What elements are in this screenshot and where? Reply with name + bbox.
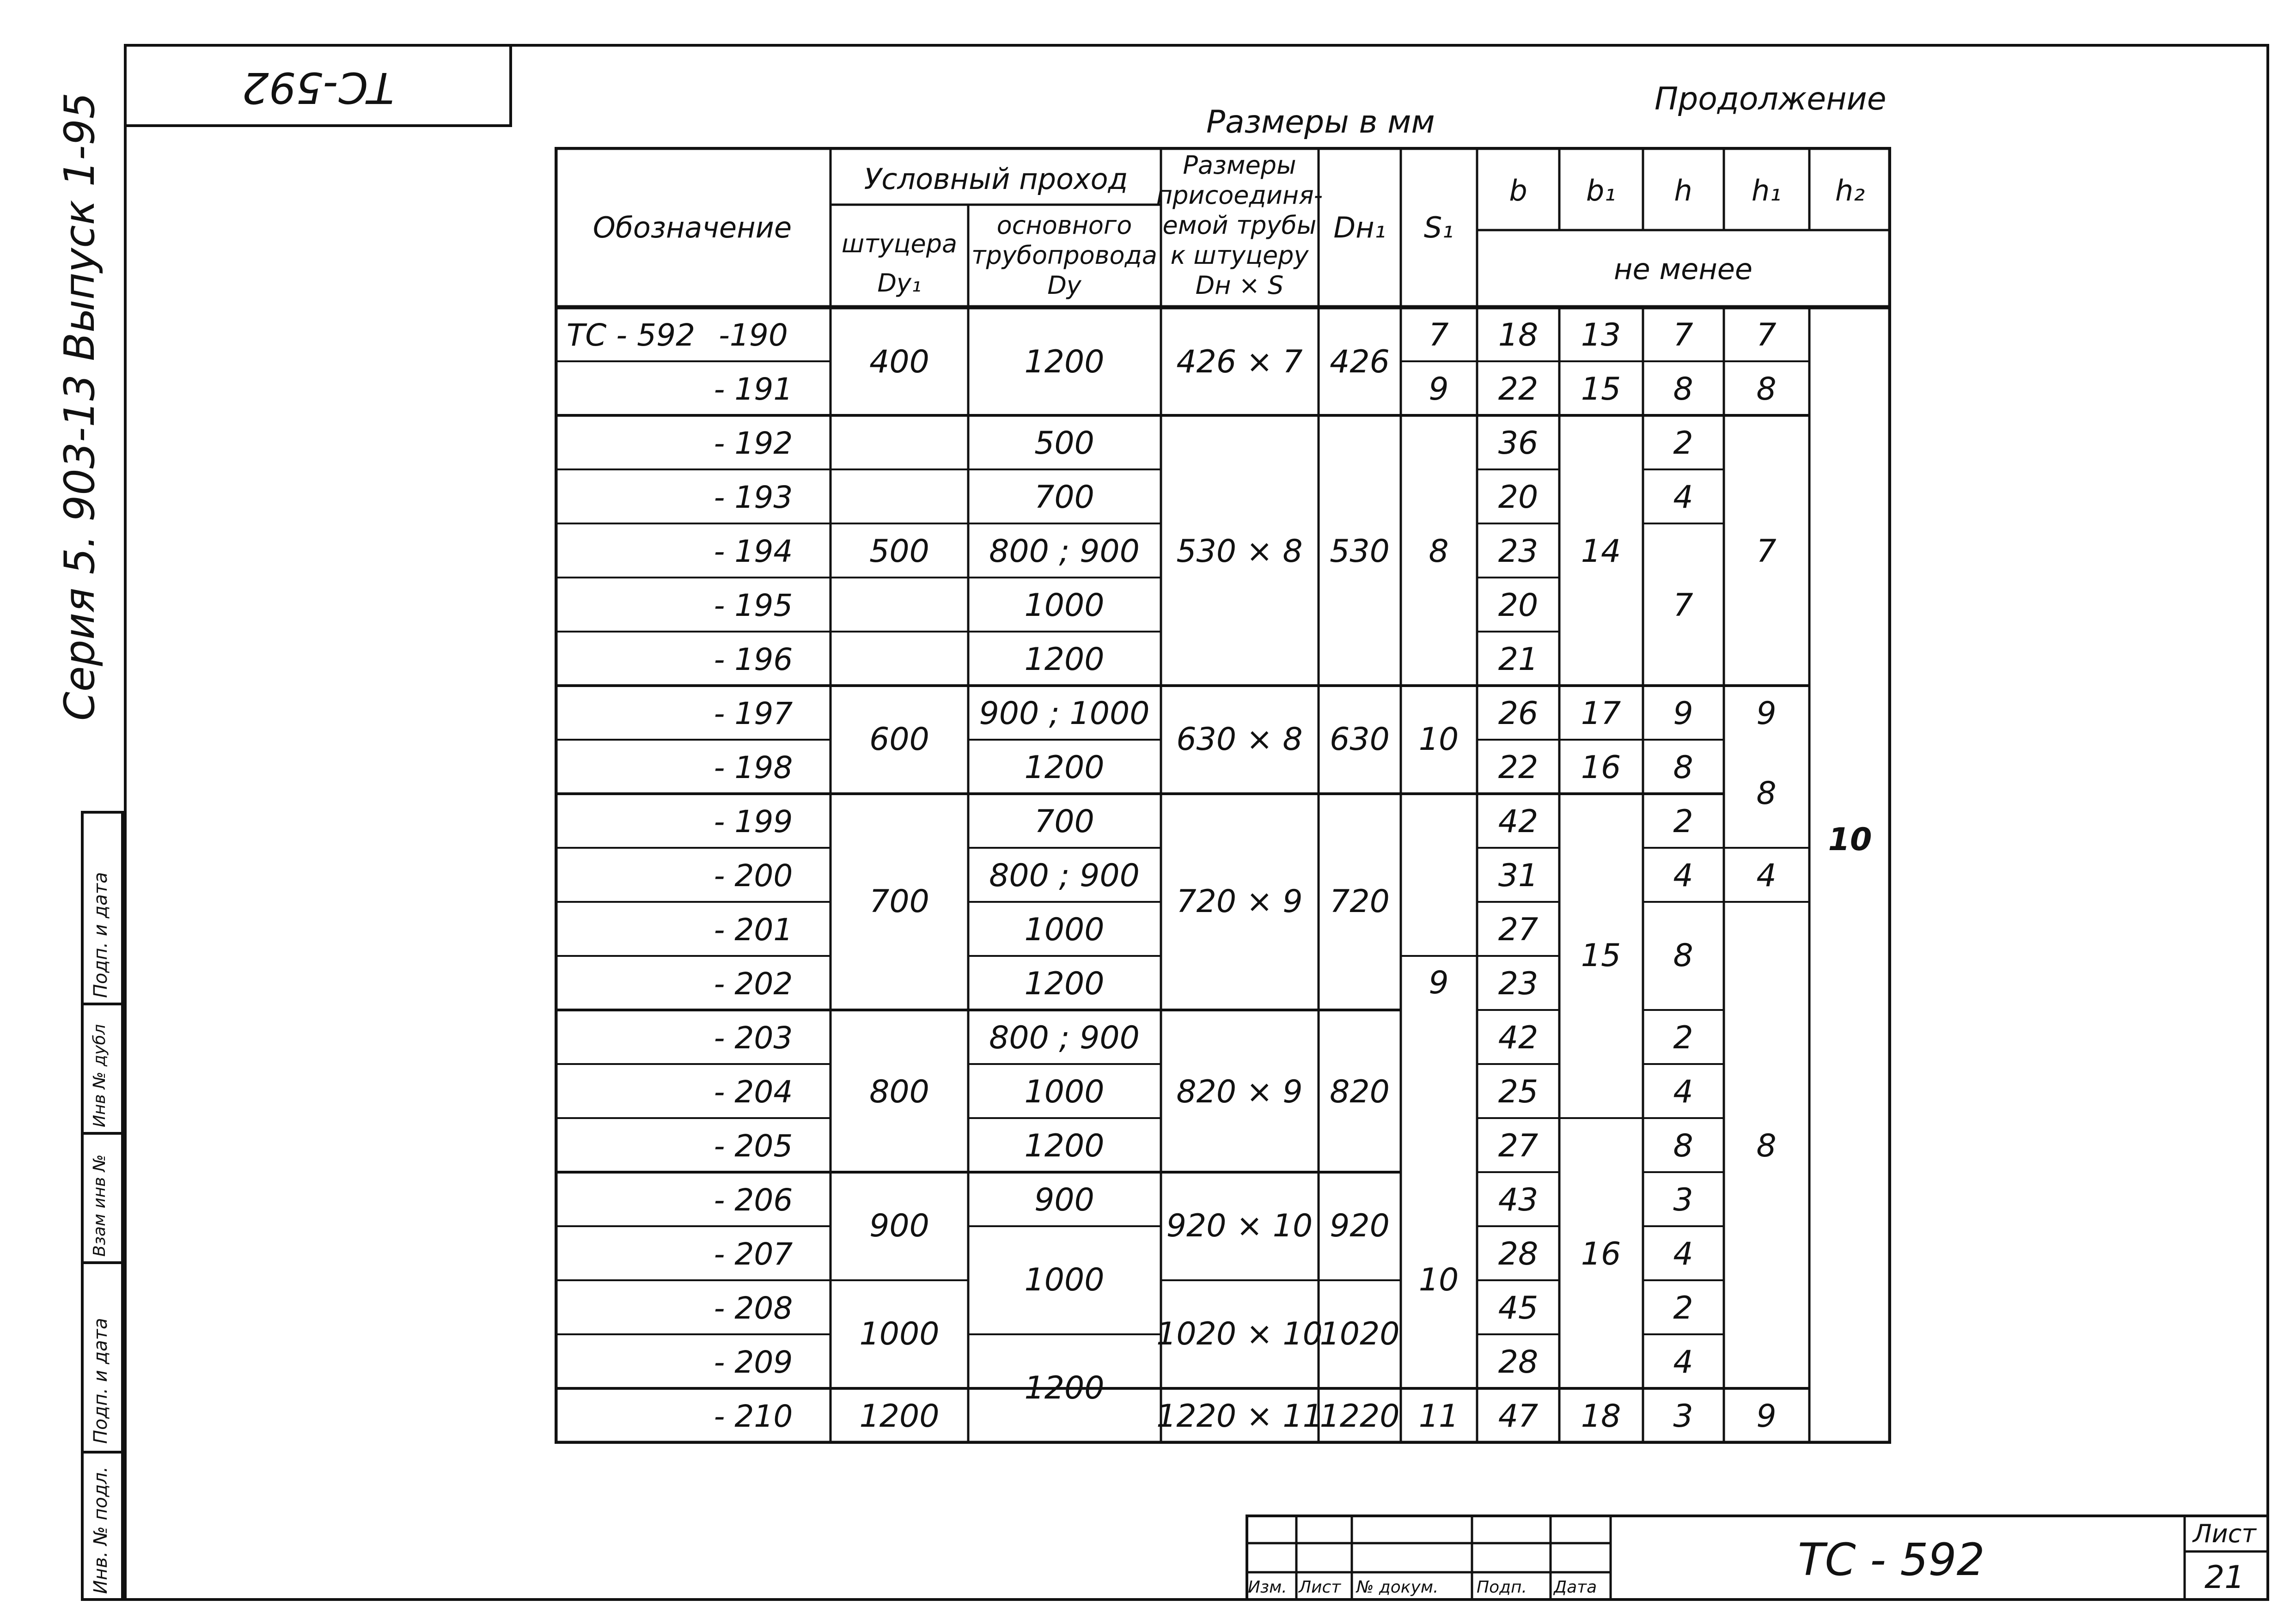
dns-1220: 1220 × 11: [1156, 1398, 1323, 1435]
b-row-200: 31: [1498, 858, 1539, 894]
tb-label-sign: Подп.: [1477, 1578, 1527, 1597]
continuation-label: Продолжение: [1655, 81, 1887, 117]
side-stamp-label-4: Инв № дубл: [90, 1024, 109, 1127]
h1-row-197: 9: [1756, 695, 1777, 732]
b1-row-197: 17: [1581, 695, 1621, 732]
b-row-190: 18: [1498, 317, 1539, 353]
dy-row-197: 900 ; 1000: [979, 695, 1150, 732]
header-b: b: [1509, 174, 1527, 207]
side-stamp-divider-3: [81, 1261, 124, 1264]
tb-sheet-label: Лист: [2193, 1519, 2256, 1548]
dy-row-194: 800 ; 900: [989, 533, 1140, 570]
h-row-197: 9: [1673, 695, 1693, 732]
dimensions-note: Размеры в мм: [1206, 104, 1435, 140]
dns-426: 426 × 7: [1176, 344, 1303, 380]
h1-row-200: 4: [1756, 858, 1777, 894]
h-row-204: 4: [1673, 1074, 1693, 1110]
dy-row-204: 1000: [1024, 1074, 1105, 1110]
b1-row-190: 13: [1581, 317, 1621, 353]
dy-row-207: 1000: [1024, 1262, 1105, 1298]
h2-value: 10: [1828, 821, 1872, 858]
dy-row-200: 800 ; 900: [989, 858, 1140, 894]
b-row-191: 22: [1498, 371, 1539, 408]
side-stamp-label-3: Взам инв №: [90, 1154, 109, 1257]
dy-row-202: 1200: [1024, 966, 1105, 1002]
s1-row-199: 9: [1429, 965, 1449, 1001]
b1-row-192: 14: [1581, 533, 1621, 570]
dn1-720: 720: [1330, 883, 1390, 920]
side-stamp-label-5: Подп. и дата: [90, 872, 111, 998]
header-pipe-size-1: Размеры: [1183, 151, 1296, 180]
b-row-193: 20: [1498, 479, 1539, 516]
s1-row-197: 10: [1418, 721, 1459, 758]
h-row-198: 8: [1673, 749, 1693, 786]
dy1-500: 500: [869, 533, 929, 570]
row-code-198: - 198: [714, 750, 793, 785]
dns-720: 720 × 9: [1176, 883, 1303, 920]
row-code-193: - 193: [714, 480, 793, 515]
row-code-202: - 202: [714, 966, 793, 1002]
dy-row-193: 700: [1034, 479, 1094, 516]
b-row-198: 22: [1498, 749, 1539, 786]
side-stamp-label-1: Инв. № подл.: [90, 1466, 111, 1594]
dy1-900: 900: [869, 1208, 929, 1244]
h-row-193: 4: [1673, 479, 1693, 516]
dns-530: 530 × 8: [1176, 533, 1303, 570]
b-row-210: 47: [1498, 1398, 1539, 1435]
header-h1: h₁: [1751, 174, 1782, 207]
row-code-199: - 199: [714, 804, 793, 839]
dimensions-table: [555, 147, 1891, 1444]
dy-row-199: 700: [1034, 803, 1094, 840]
series-label: Серия 5. 903-13 Выпуск 1-95: [55, 92, 104, 721]
row-code-209: - 209: [714, 1344, 793, 1380]
b1-row-205: 16: [1581, 1236, 1621, 1272]
row-code-204: - 204: [714, 1074, 793, 1110]
b-row-192: 36: [1498, 425, 1539, 462]
tb-label-doc-no: № докум.: [1356, 1578, 1439, 1597]
h-row-191: 8: [1673, 371, 1693, 408]
dy-row-196: 1200: [1024, 641, 1105, 678]
row-code-210: - 210: [714, 1399, 793, 1434]
designation-prefix: ТС - 592: [566, 317, 696, 353]
b1-row-199: 15: [1581, 937, 1621, 974]
b-row-201: 27: [1498, 912, 1539, 948]
row-code-206: - 206: [714, 1182, 793, 1218]
header-pipe-size-2: присоединя-: [1156, 181, 1323, 210]
side-stamp-divider-2: [81, 1132, 124, 1135]
b1-row-210: 18: [1581, 1398, 1621, 1435]
tb-label-change: Изм.: [1248, 1578, 1287, 1597]
b-row-194: 23: [1498, 533, 1539, 570]
row-code-201: - 201: [714, 912, 793, 948]
dns-1020: 1020 × 10: [1156, 1316, 1323, 1352]
h1-row-190: 7: [1756, 317, 1777, 353]
dy-row-192: 500: [1034, 425, 1094, 462]
b-row-196: 21: [1498, 641, 1539, 678]
row-code-191: - 191: [714, 371, 793, 407]
row-code-196: - 196: [714, 642, 793, 677]
b-row-209: 28: [1498, 1344, 1539, 1381]
h-row-192: 2: [1673, 425, 1693, 462]
row-code-200: - 200: [714, 858, 793, 894]
dy-row-209: 1200: [1024, 1370, 1105, 1406]
header-dn1: Dн₁: [1333, 211, 1386, 244]
h-row-190: 7: [1673, 317, 1693, 353]
dy-row-201: 1000: [1024, 912, 1105, 948]
tb-doc-code: ТС - 592: [1798, 1534, 1985, 1586]
h-row-203: 2: [1673, 1020, 1693, 1056]
side-stamp-label-2: Подп. и дата: [90, 1318, 111, 1444]
header-b1: b₁: [1586, 174, 1616, 207]
row-code-197: - 197: [714, 696, 793, 731]
b-row-203: 42: [1498, 1020, 1539, 1056]
h1-row-198: 8: [1756, 775, 1777, 812]
dy1-1000: 1000: [859, 1316, 940, 1352]
dy-row-195: 1000: [1024, 587, 1105, 624]
row-code-205: - 205: [714, 1128, 793, 1164]
s1-row-191: 9: [1429, 371, 1449, 408]
header-nominal-bore: Условный проход: [864, 162, 1128, 196]
h-row-201: 8: [1673, 937, 1693, 974]
row-code-203: - 203: [714, 1020, 793, 1056]
header-pipe-size-4: к штуцеру: [1170, 241, 1309, 270]
tb-label-date: Дата: [1554, 1578, 1597, 1597]
b-row-207: 28: [1498, 1236, 1539, 1272]
header-pipe-size-5: Dн × S: [1195, 271, 1284, 300]
top-code-box: [124, 44, 512, 127]
header-h: h: [1674, 174, 1692, 207]
row-code-195: - 195: [714, 588, 793, 623]
h1-row-210: 9: [1756, 1398, 1777, 1435]
dn1-820: 820: [1330, 1074, 1390, 1110]
tb-label-sheet: Лист: [1299, 1578, 1341, 1597]
h-row-199: 2: [1673, 803, 1693, 840]
b-row-197: 26: [1498, 695, 1539, 732]
h-row-208: 2: [1673, 1290, 1693, 1326]
h-row-200: 4: [1673, 858, 1693, 894]
header-fitting-sym: Dу₁: [877, 268, 922, 298]
dns-920: 920 × 10: [1166, 1208, 1313, 1244]
b-row-202: 23: [1498, 966, 1539, 1002]
s1-row-210: 11: [1418, 1398, 1459, 1435]
dy-row-203: 800 ; 900: [989, 1020, 1140, 1056]
header-main-pipe-1: основного: [996, 211, 1132, 240]
b-row-206: 43: [1498, 1182, 1539, 1218]
b-row-199: 42: [1498, 803, 1539, 840]
dn1-426: 426: [1330, 344, 1390, 380]
header-h2: h₂: [1835, 174, 1865, 207]
header-main-pipe-sym: Dу: [1047, 271, 1081, 300]
row-code-207: - 207: [714, 1236, 793, 1272]
b-row-195: 20: [1498, 587, 1539, 624]
dn1-630: 630: [1330, 721, 1390, 758]
s1-row-190: 7: [1429, 317, 1449, 353]
row-code-194: - 194: [714, 534, 793, 569]
dy1-400: 400: [869, 344, 929, 380]
dns-820: 820 × 9: [1176, 1074, 1303, 1110]
b1-row-198: 16: [1581, 749, 1621, 786]
header-designation: Обозначение: [592, 211, 792, 244]
dy1-600: 600: [869, 721, 929, 758]
h1-row-191: 8: [1756, 371, 1777, 408]
row-code-190: -190: [719, 317, 788, 353]
h1-row-203: 8: [1756, 1128, 1777, 1164]
dy1-1200: 1200: [859, 1398, 940, 1435]
dy-row-198: 1200: [1024, 749, 1105, 786]
side-stamp-divider-4: [81, 1451, 124, 1454]
row-code-192: - 192: [714, 426, 793, 461]
header-not-less: не менее: [1613, 252, 1753, 286]
s1-row-206: 10: [1418, 1262, 1459, 1298]
dy1-800: 800: [869, 1074, 929, 1110]
doc-code-mirrored: ТС-592: [242, 63, 394, 112]
h-row-210: 3: [1673, 1398, 1693, 1435]
dy-row-206: 900: [1034, 1182, 1094, 1218]
b-row-208: 45: [1498, 1290, 1539, 1326]
header-fitting: штуцера: [841, 229, 958, 258]
b1-row-191: 15: [1581, 371, 1621, 408]
h-row-207: 4: [1673, 1236, 1693, 1272]
dn1-1220: 1220: [1319, 1398, 1400, 1435]
b-row-205: 27: [1498, 1128, 1539, 1164]
h-row-194: 7: [1673, 587, 1693, 624]
h1-row-192: 7: [1756, 533, 1777, 570]
s1-row-192: 8: [1429, 533, 1449, 570]
b-row-204: 25: [1498, 1074, 1539, 1110]
dn1-920: 920: [1330, 1208, 1390, 1244]
h-row-206: 3: [1673, 1182, 1693, 1218]
side-stamp-divider-1: [81, 1003, 124, 1005]
row-code-208: - 208: [714, 1290, 793, 1326]
dns-630: 630 × 8: [1176, 721, 1303, 758]
dy-row-190: 1200: [1024, 344, 1105, 380]
header-pipe-size-3: емой трубы: [1162, 211, 1317, 240]
h-row-205: 8: [1673, 1128, 1693, 1164]
dn1-1020: 1020: [1319, 1316, 1400, 1352]
dn1-530: 530: [1330, 533, 1390, 570]
dy-row-205: 1200: [1024, 1128, 1105, 1164]
header-main-pipe-2: трубопровода: [971, 241, 1157, 270]
dy1-700: 700: [869, 883, 929, 920]
tb-sheet-number: 21: [2204, 1559, 2245, 1596]
h-row-209: 4: [1673, 1344, 1693, 1381]
header-s1: S₁: [1423, 211, 1454, 244]
